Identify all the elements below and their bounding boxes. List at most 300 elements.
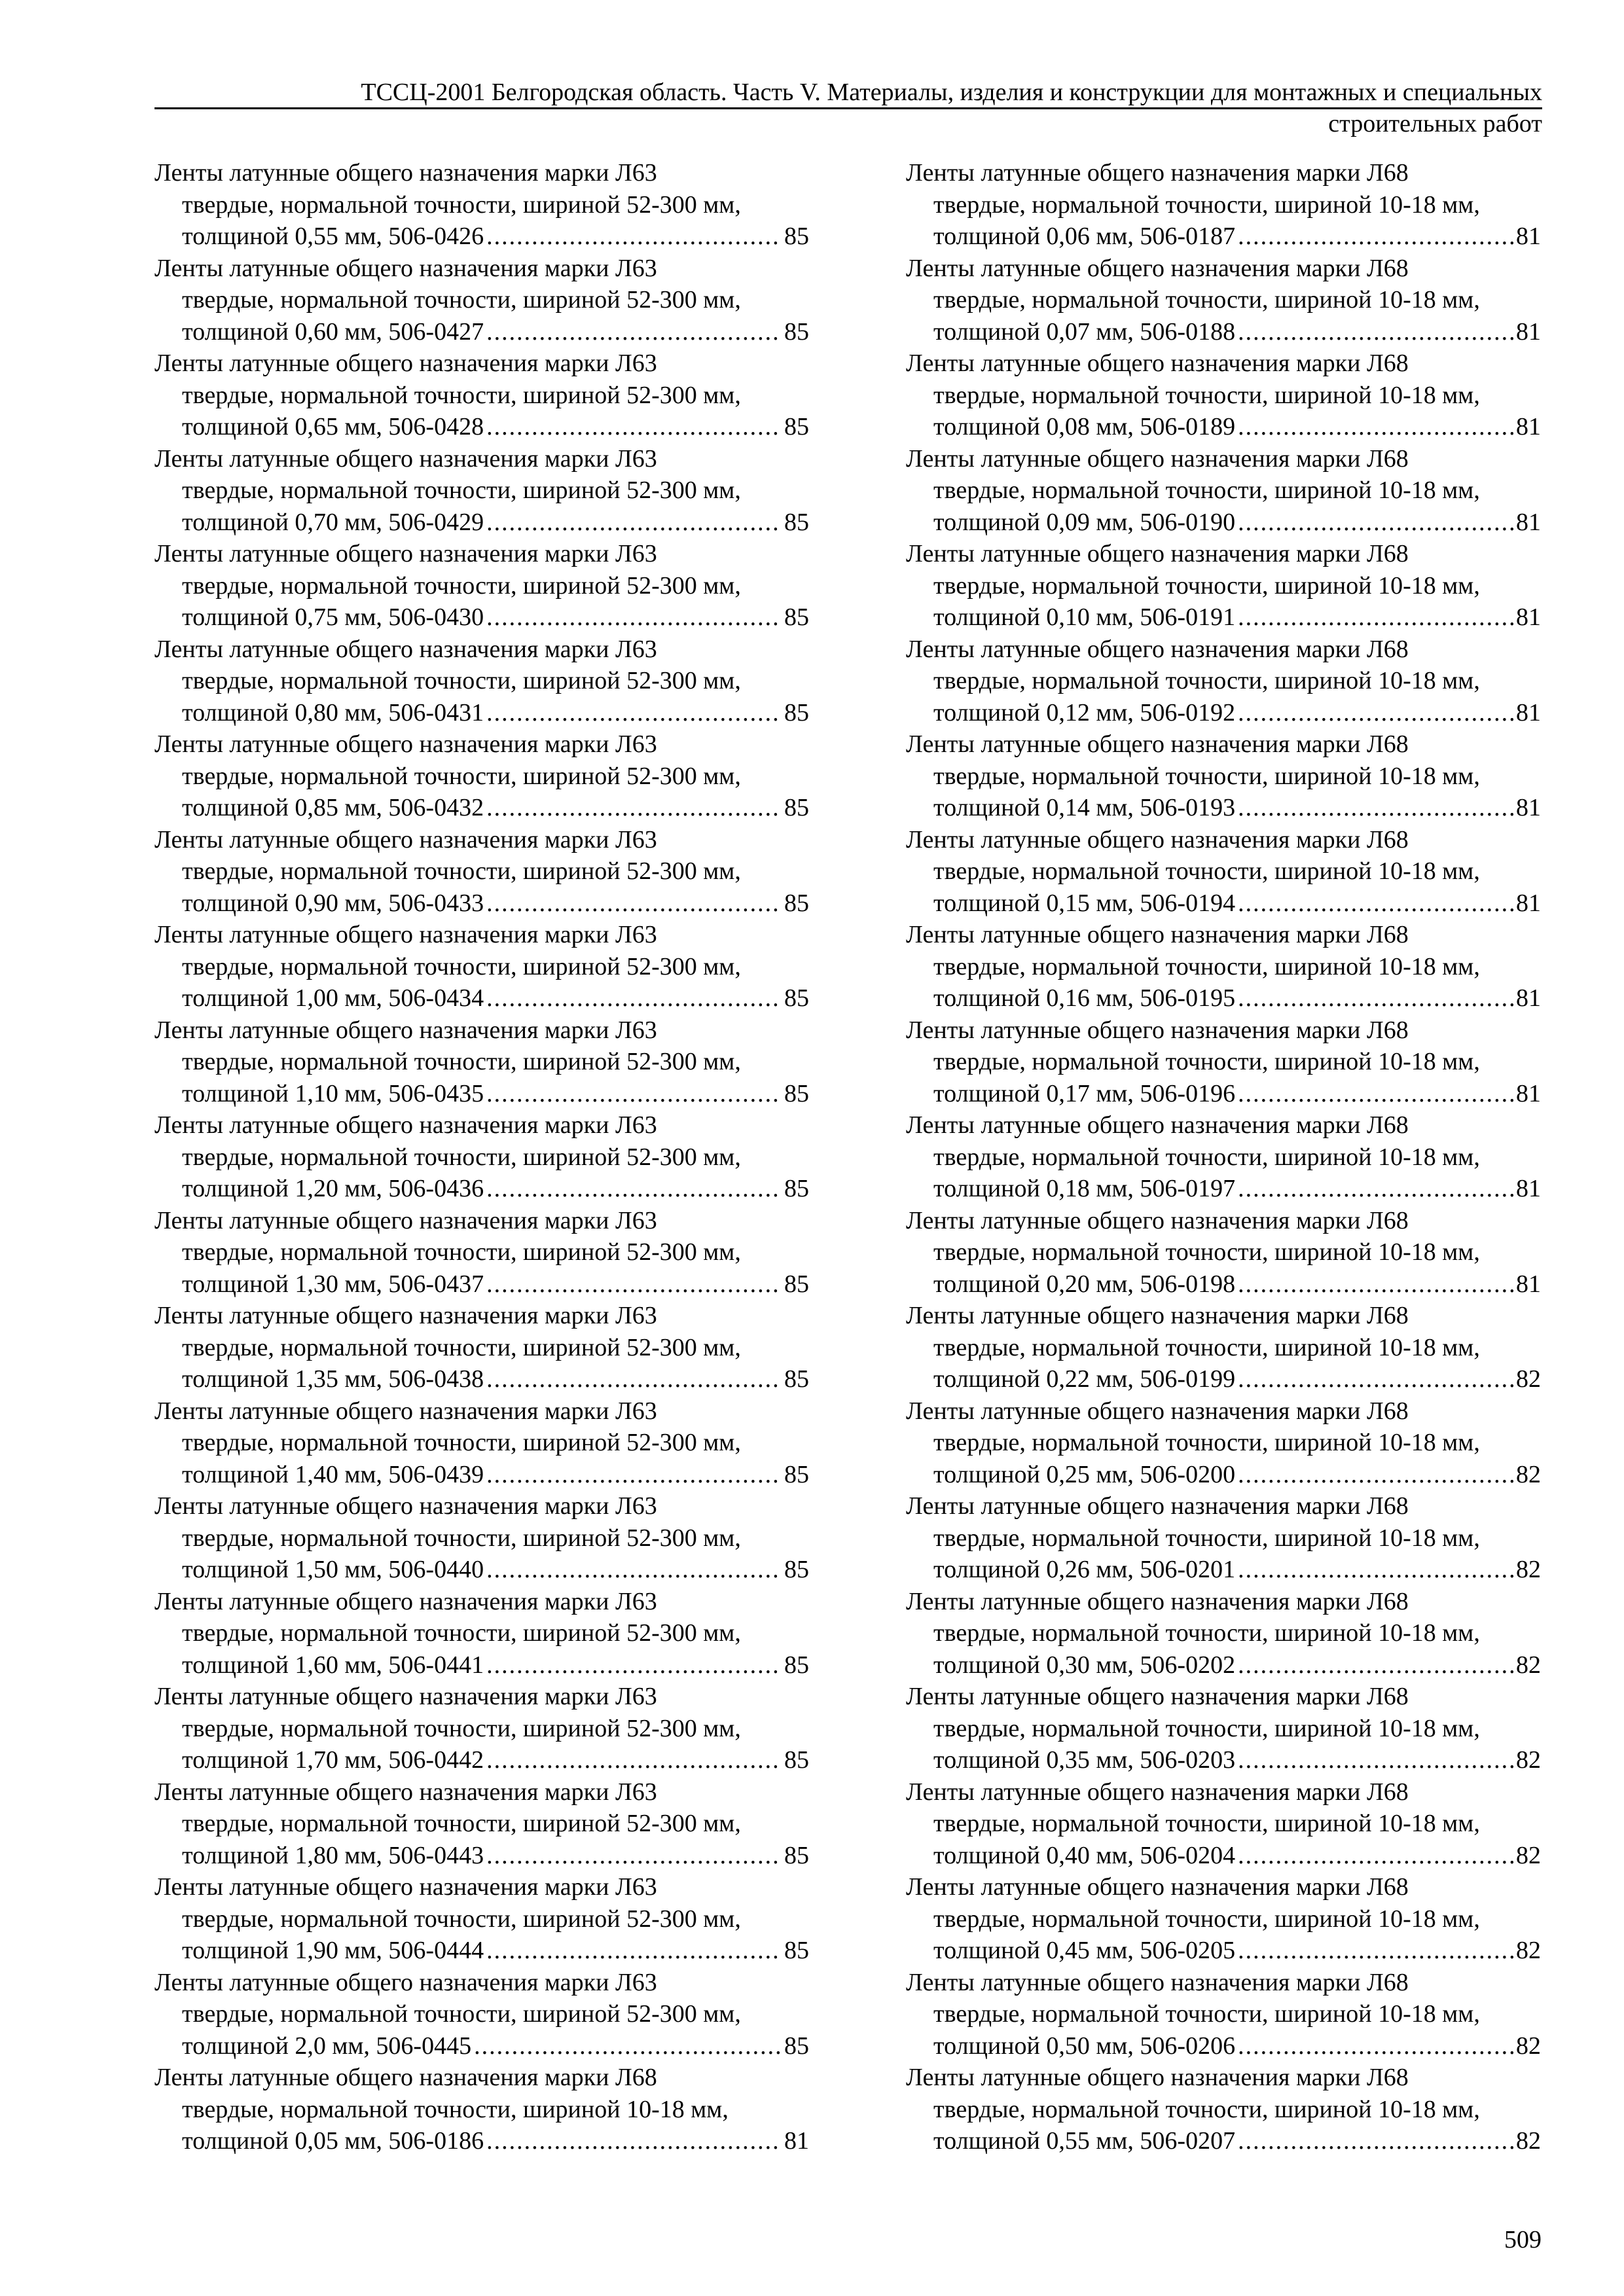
entry-title: Ленты латунные общего назначения марки Л68	[906, 1778, 1409, 1806]
dot-leader	[486, 1173, 782, 1205]
dot-leader	[1238, 1268, 1513, 1300]
dot-leader	[1238, 411, 1513, 443]
entry-spec: твердые, нормальной точности, шириной 10-18 мм,	[933, 2095, 1480, 2123]
entry-spec: твердые, нормальной точности, шириной 52-300 мм,	[182, 1333, 741, 1361]
entry-spec: твердые, нормальной точности, шириной 52-300 мм,	[182, 1238, 741, 1266]
entry-code-line	[906, 507, 1541, 539]
index-entry	[906, 728, 1541, 824]
dot-leader	[486, 411, 782, 443]
entry-spec: твердые, нормальной точности, шириной 52-300 мм,	[182, 1619, 741, 1647]
entry-spec: твердые, нормальной точности, шириной 10-18 мм,	[933, 762, 1480, 790]
entry-thickness-code: толщиной 0,20 мм, 506-0198	[933, 1270, 1236, 1298]
entry-code-line	[154, 697, 809, 729]
entry-code-line	[906, 982, 1541, 1014]
entry-title: Ленты латунные общего назначения марки Л68	[906, 1873, 1409, 1901]
dot-leader	[1238, 1363, 1513, 1395]
entry-thickness-code: толщиной 1,30 мм, 506-0437	[182, 1270, 484, 1298]
entry-thickness-code: толщиной 0,22 мм, 506-0199	[933, 1365, 1236, 1393]
entry-page-ref: 82	[1516, 2127, 1541, 2155]
entry-code-line	[154, 2030, 809, 2062]
entry-thickness-code: толщиной 0,17 мм, 506-0196	[933, 1079, 1236, 1107]
entry-thickness-code: толщиной 1,50 мм, 506-0440	[182, 1556, 484, 1583]
dot-leader	[486, 1363, 782, 1395]
entry-spec: твердые, нормальной точности, шириной 10-18 мм,	[933, 2000, 1480, 2028]
entry-page-ref: 85	[784, 1460, 809, 1488]
entry-spec: твердые, нормальной точности, шириной 52-300 мм,	[182, 1143, 741, 1171]
index-entry	[906, 1681, 1541, 1776]
entry-code-line	[154, 888, 809, 920]
entry-title: Ленты латунные общего назначения марки Л68	[906, 159, 1409, 187]
entry-spec: твердые, нормальной точности, шириной 10-18 мм,	[933, 190, 1480, 219]
entry-page-ref: 85	[784, 1365, 809, 1393]
dot-leader	[486, 507, 782, 539]
entry-title: Ленты латунные общего назначения марки Л63	[154, 1302, 657, 1329]
dot-leader	[1238, 1744, 1513, 1776]
entry-title: Ленты латунные общего назначения марки Л63	[154, 1683, 657, 1710]
entry-thickness-code: толщиной 1,60 мм, 506-0441	[182, 1651, 484, 1679]
entry-code-line	[154, 1649, 809, 1681]
index-entry	[906, 443, 1541, 539]
dot-leader	[486, 1840, 782, 1872]
entry-spec: твердые, нормальной точности, шириной 10-18 мм,	[933, 1429, 1480, 1456]
header-title-continuation: строительных работ	[1328, 110, 1542, 137]
dot-leader	[486, 1935, 782, 1967]
entry-page-ref: 81	[1516, 794, 1541, 821]
entry-title: Ленты латунные общего назначения марки Л63	[154, 1587, 657, 1615]
entry-code-line	[154, 1554, 809, 1586]
entry-code-line	[906, 1744, 1541, 1776]
entry-page-ref: 82	[1516, 1556, 1541, 1583]
entry-code-line	[154, 316, 809, 348]
entry-title: Ленты латунные общего назначения марки Л68	[906, 825, 1409, 853]
dot-leader	[486, 1078, 782, 1110]
entry-page-ref: 81	[1516, 984, 1541, 1012]
entry-thickness-code: толщиной 0,80 мм, 506-0431	[182, 698, 484, 726]
entry-spec: твердые, нормальной точности, шириной 52-300 мм,	[182, 952, 741, 980]
entry-spec: твердые, нормальной точности, шириной 10-18 мм,	[933, 381, 1480, 409]
entry-thickness-code: толщиной 0,18 мм, 506-0197	[933, 1175, 1236, 1202]
entry-page-ref: 85	[784, 1556, 809, 1583]
index-entry	[154, 1205, 809, 1300]
entry-thickness-code: толщиной 0,55 мм, 506-0207	[933, 2127, 1236, 2155]
dot-leader	[1238, 1935, 1513, 1967]
entry-code-line	[154, 2125, 809, 2157]
entry-page-ref: 81	[1516, 603, 1541, 631]
entry-thickness-code: толщиной 0,85 мм, 506-0432	[182, 794, 484, 821]
dot-leader	[486, 601, 782, 634]
index-entry	[906, 634, 1541, 729]
entry-code-line	[154, 1268, 809, 1300]
entry-code-line	[154, 982, 809, 1014]
entry-spec: твердые, нормальной точности, шириной 52-300 мм,	[182, 1429, 741, 1456]
entry-page-ref: 82	[1516, 2032, 1541, 2060]
dot-leader	[486, 221, 782, 253]
index-entry	[154, 1490, 809, 1586]
dot-leader	[486, 888, 782, 920]
entry-page-ref: 85	[784, 698, 809, 726]
dot-leader	[1238, 1459, 1513, 1491]
dot-leader	[1238, 697, 1513, 729]
entry-page-ref: 85	[784, 984, 809, 1012]
index-entry	[154, 538, 809, 634]
entry-thickness-code: толщиной 0,25 мм, 506-0200	[933, 1460, 1236, 1488]
index-entry	[906, 1205, 1541, 1300]
index-entry	[154, 1014, 809, 1110]
entry-title: Ленты латунные общего назначения марки Л63	[154, 1397, 657, 1425]
entry-code-line	[154, 1078, 809, 1110]
index-entry	[154, 2062, 809, 2157]
page-number: 509	[1504, 2226, 1542, 2253]
dot-leader	[486, 1554, 782, 1586]
entry-thickness-code: толщиной 0,90 мм, 506-0433	[182, 889, 484, 917]
index-entry	[154, 728, 809, 824]
entry-title: Ленты латунные общего назначения марки Л68	[906, 1206, 1409, 1234]
dot-leader	[1238, 1078, 1513, 1110]
index-entry	[906, 824, 1541, 920]
entry-page-ref: 85	[784, 794, 809, 821]
index-column-left	[154, 157, 809, 2157]
dot-leader	[1238, 1649, 1513, 1681]
entry-page-ref: 85	[784, 1079, 809, 1107]
entry-code-line	[154, 1459, 809, 1491]
entry-title: Ленты латунные общего назначения марки Л68	[906, 1016, 1409, 1044]
dot-leader	[1238, 2125, 1513, 2157]
index-entry	[906, 2062, 1541, 2157]
index-entry	[154, 634, 809, 729]
index-entry	[154, 1395, 809, 1491]
entry-code-line	[906, 316, 1541, 348]
entry-thickness-code: толщиной 0,08 мм, 506-0189	[933, 413, 1236, 440]
entry-title: Ленты латунные общего назначения марки Л68	[906, 635, 1409, 663]
entry-spec: твердые, нормальной точности, шириной 52-300 мм,	[182, 190, 741, 219]
entry-page-ref: 85	[784, 603, 809, 631]
entry-spec: твердые, нормальной точности, шириной 52-300 мм,	[182, 1810, 741, 1837]
index-entry	[154, 443, 809, 539]
entry-code-line	[154, 601, 809, 634]
entry-spec: твердые, нормальной точности, шириной 52-300 мм,	[182, 857, 741, 885]
entry-page-ref: 81	[1516, 1079, 1541, 1107]
index-entry	[154, 1776, 809, 1872]
entry-title: Ленты латунные общего назначения марки Л68	[906, 921, 1409, 948]
entry-title: Ленты латунные общего назначения марки Л68	[154, 2064, 657, 2091]
dot-leader	[486, 1459, 782, 1491]
entry-code-line	[906, 1268, 1541, 1300]
entry-code-line	[906, 1840, 1541, 1872]
entry-page-ref: 82	[1516, 1651, 1541, 1679]
entry-spec: твердые, нормальной точности, шириной 10-18 мм,	[933, 1905, 1480, 1933]
dot-leader	[1238, 316, 1513, 348]
entry-spec: твердые, нормальной точности, шириной 10-18 мм,	[933, 1810, 1480, 1837]
index-entry	[154, 157, 809, 253]
entry-thickness-code: толщиной 0,10 мм, 506-0191	[933, 603, 1236, 631]
index-entry	[154, 348, 809, 443]
entry-title: Ленты латунные общего назначения марки Л68	[906, 730, 1409, 758]
dot-leader	[1238, 1554, 1513, 1586]
index-column-right	[906, 157, 1541, 2157]
index-entry	[154, 1967, 809, 2062]
entry-spec: твердые, нормальной точности, шириной 10-18 мм,	[933, 571, 1480, 600]
entry-page-ref: 85	[784, 413, 809, 440]
entry-page-ref: 82	[1516, 1937, 1541, 1964]
entry-code-line	[906, 1078, 1541, 1110]
entry-title: Ленты латунные общего назначения марки Л63	[154, 159, 657, 187]
entry-title: Ленты латунные общего назначения марки Л68	[906, 1397, 1409, 1425]
entry-spec: твердые, нормальной точности, шириной 10-18 мм,	[182, 2095, 729, 2123]
entry-code-line	[154, 1744, 809, 1776]
entry-thickness-code: толщиной 1,35 мм, 506-0438	[182, 1365, 484, 1393]
entry-thickness-code: толщиной 0,15 мм, 506-0194	[933, 889, 1236, 917]
entry-spec: твердые, нормальной точности, шириной 10-18 мм,	[933, 1714, 1480, 1742]
entry-code-line	[154, 1935, 809, 1967]
entry-thickness-code: толщиной 0,12 мм, 506-0192	[933, 698, 1236, 726]
entry-page-ref: 81	[1516, 508, 1541, 536]
index-entry	[154, 919, 809, 1014]
index-entry	[906, 157, 1541, 253]
entry-thickness-code: толщиной 1,90 мм, 506-0444	[182, 1937, 484, 1964]
entry-thickness-code: толщиной 0,65 мм, 506-0428	[182, 413, 484, 440]
entry-title: Ленты латунные общего назначения марки Л63	[154, 730, 657, 758]
entry-spec: твердые, нормальной точности, шириной 10-18 мм,	[933, 1238, 1480, 1266]
entry-thickness-code: толщиной 0,55 мм, 506-0426	[182, 223, 484, 250]
entry-spec: твердые, нормальной точности, шириной 52-300 мм,	[182, 381, 741, 409]
entry-thickness-code: толщиной 1,00 мм, 506-0434	[182, 984, 484, 1012]
entry-page-ref: 81	[1516, 889, 1541, 917]
entry-spec: твердые, нормальной точности, шириной 10-18 мм,	[933, 476, 1480, 504]
entry-spec: твердые, нормальной точности, шириной 52-300 мм,	[182, 286, 741, 314]
entry-thickness-code: толщиной 0,06 мм, 506-0187	[933, 223, 1236, 250]
index-entry	[154, 253, 809, 348]
entry-title: Ленты латунные общего назначения марки Л63	[154, 1206, 657, 1234]
entry-page-ref: 85	[784, 1841, 809, 1869]
entry-title: Ленты латунные общего назначения марки Л68	[906, 1587, 1409, 1615]
entry-spec: твердые, нормальной точности, шириной 10-18 мм,	[933, 857, 1480, 885]
entry-spec: твердые, нормальной точности, шириной 10-18 мм,	[933, 1619, 1480, 1647]
dot-leader	[486, 316, 782, 348]
entry-thickness-code: толщиной 1,20 мм, 506-0436	[182, 1175, 484, 1202]
entry-title: Ленты латунные общего назначения марки Л63	[154, 444, 657, 473]
entry-code-line	[906, 1363, 1541, 1395]
entry-title: Ленты латунные общего назначения марки Л63	[154, 1016, 657, 1044]
dot-leader	[1238, 601, 1513, 634]
dot-leader	[1238, 507, 1513, 539]
entry-page-ref: 85	[784, 223, 809, 250]
entry-code-line	[906, 888, 1541, 920]
entry-spec: твердые, нормальной точности, шириной 52-300 мм,	[182, 571, 741, 600]
index-entry	[154, 1871, 809, 1967]
entry-page-ref: 82	[1516, 1841, 1541, 1869]
entry-page-ref: 85	[784, 317, 809, 346]
entry-code-line	[906, 601, 1541, 634]
dot-leader	[1238, 982, 1513, 1014]
entry-title: Ленты латунные общего назначения марки Л68	[906, 540, 1409, 567]
entry-title: Ленты латунные общего назначения марки Л68	[906, 1968, 1409, 1996]
entry-page-ref: 85	[784, 1651, 809, 1679]
index-entry	[906, 1871, 1541, 1967]
header-title: ТССЦ-2001 Белгородская область. Часть V. Материалы, изделия и конструкции для монтажных и специальных	[361, 79, 1542, 106]
entry-page-ref: 81	[1516, 223, 1541, 250]
entry-page-ref: 81	[784, 2127, 809, 2155]
entry-page-ref: 85	[784, 1746, 809, 1774]
index-entry	[906, 348, 1541, 443]
entry-code-line	[906, 221, 1541, 253]
entry-spec: твердые, нормальной точности, шириной 52-300 мм,	[182, 762, 741, 790]
entry-page-ref: 85	[784, 1175, 809, 1202]
entry-title: Ленты латунные общего назначения марки Л63	[154, 1778, 657, 1806]
entry-code-line	[154, 411, 809, 443]
entry-title: Ленты латунные общего назначения марки Л63	[154, 254, 657, 282]
entry-title: Ленты латунные общего назначения марки Л63	[154, 635, 657, 663]
entry-page-ref: 82	[1516, 1746, 1541, 1774]
index-entry	[906, 1967, 1541, 2062]
entry-code-line	[906, 1173, 1541, 1205]
entry-code-line	[154, 507, 809, 539]
index-entry	[906, 253, 1541, 348]
entry-page-ref: 81	[1516, 1270, 1541, 1298]
entry-title: Ленты латунные общего назначения марки Л68	[906, 2064, 1409, 2091]
dot-leader	[486, 1744, 782, 1776]
entry-page-ref: 85	[784, 508, 809, 536]
dot-leader	[486, 1268, 782, 1300]
entry-spec: твердые, нормальной точности, шириной 10-18 мм,	[933, 1048, 1480, 1075]
index-entry	[906, 1014, 1541, 1110]
entry-thickness-code: толщиной 1,70 мм, 506-0442	[182, 1746, 484, 1774]
index-entry	[906, 1776, 1541, 1872]
entry-thickness-code: толщиной 0,45 мм, 506-0205	[933, 1937, 1236, 1964]
dot-leader	[1238, 792, 1513, 824]
entry-spec: твердые, нормальной точности, шириной 10-18 мм,	[933, 1143, 1480, 1171]
entry-page-ref: 82	[1516, 1365, 1541, 1393]
entry-thickness-code: толщиной 0,16 мм, 506-0195	[933, 984, 1236, 1012]
entry-thickness-code: толщиной 0,50 мм, 506-0206	[933, 2032, 1236, 2060]
entry-page-ref: 81	[1516, 413, 1541, 440]
entry-title: Ленты латунные общего назначения марки Л68	[906, 1683, 1409, 1710]
entry-title: Ленты латунные общего назначения марки Л63	[154, 1968, 657, 1996]
entry-code-line	[154, 1840, 809, 1872]
dot-leader	[486, 792, 782, 824]
entry-spec: твердые, нормальной точности, шириной 52-300 мм,	[182, 1524, 741, 1552]
dot-leader	[486, 1649, 782, 1681]
entry-spec: твердые, нормальной точности, шириной 52-300 мм,	[182, 476, 741, 504]
dot-leader	[1238, 1173, 1513, 1205]
index-entry	[154, 1300, 809, 1395]
entry-title: Ленты латунные общего назначения марки Л68	[906, 1302, 1409, 1329]
index-entry	[154, 1109, 809, 1205]
entry-thickness-code: толщиной 0,26 мм, 506-0201	[933, 1556, 1236, 1583]
entry-thickness-code: толщиной 0,75 мм, 506-0430	[182, 603, 484, 631]
entry-thickness-code: толщиной 0,30 мм, 506-0202	[933, 1651, 1236, 1679]
entry-thickness-code: толщиной 0,35 мм, 506-0203	[933, 1746, 1236, 1774]
entry-page-ref: 85	[784, 2032, 809, 2060]
index-entry	[154, 824, 809, 920]
dot-leader	[1238, 888, 1513, 920]
dot-leader	[486, 982, 782, 1014]
entry-page-ref: 81	[1516, 1175, 1541, 1202]
entry-title: Ленты латунные общего назначения марки Л68	[906, 254, 1409, 282]
entry-title: Ленты латунные общего назначения марки Л63	[154, 540, 657, 567]
entry-title: Ленты латунные общего назначения марки Л63	[154, 350, 657, 377]
entry-thickness-code: толщиной 0,07 мм, 506-0188	[933, 317, 1236, 346]
entry-spec: твердые, нормальной точности, шириной 52-300 мм,	[182, 667, 741, 694]
running-header	[154, 77, 1542, 137]
entry-spec: твердые, нормальной точности, шириной 10-18 мм,	[933, 667, 1480, 694]
entry-spec: твердые, нормальной точности, шириной 10-18 мм,	[933, 952, 1480, 980]
entry-code-line	[906, 697, 1541, 729]
entry-page-ref: 85	[784, 1937, 809, 1964]
index-entry	[154, 1586, 809, 1681]
index-entry	[906, 538, 1541, 634]
entry-title: Ленты латунные общего назначения марки Л68	[906, 350, 1409, 377]
entry-code-line	[154, 792, 809, 824]
entry-title: Ленты латунные общего назначения марки Л63	[154, 921, 657, 948]
entry-page-ref: 81	[1516, 317, 1541, 346]
entry-page-ref: 85	[784, 1270, 809, 1298]
index-entry	[906, 1586, 1541, 1681]
index-entry	[906, 1109, 1541, 1205]
entry-spec: твердые, нормальной точности, шириной 52-300 мм,	[182, 1905, 741, 1933]
entry-spec: твердые, нормальной точности, шириной 52-300 мм,	[182, 1048, 741, 1075]
dot-leader	[1238, 2030, 1513, 2062]
entry-code-line	[906, 411, 1541, 443]
entry-code-line	[906, 1554, 1541, 1586]
dot-leader	[1238, 1840, 1513, 1872]
entry-thickness-code: толщиной 1,80 мм, 506-0443	[182, 1841, 484, 1869]
index-entry	[906, 919, 1541, 1014]
entry-page-ref: 81	[1516, 698, 1541, 726]
entry-title: Ленты латунные общего назначения марки Л68	[906, 444, 1409, 473]
entry-thickness-code: толщиной 0,05 мм, 506-0186	[182, 2127, 484, 2155]
entry-spec: твердые, нормальной точности, шириной 10-18 мм,	[933, 1333, 1480, 1361]
entry-code-line	[154, 1363, 809, 1395]
entry-spec: твердые, нормальной точности, шириной 10-18 мм,	[933, 1524, 1480, 1552]
dot-leader	[486, 2125, 782, 2157]
dot-leader	[474, 2030, 782, 2062]
entry-thickness-code: толщиной 0,60 мм, 506-0427	[182, 317, 484, 346]
index-entry	[906, 1395, 1541, 1491]
entry-title: Ленты латунные общего назначения марки Л63	[154, 1111, 657, 1139]
index-entry	[154, 1681, 809, 1776]
entry-title: Ленты латунные общего назначения марки Л63	[154, 1492, 657, 1520]
entry-thickness-code: толщиной 2,0 мм, 506-0445	[182, 2032, 472, 2060]
entry-thickness-code: толщиной 0,70 мм, 506-0429	[182, 508, 484, 536]
entry-code-line	[906, 792, 1541, 824]
entry-title: Ленты латунные общего назначения марки Л63	[154, 825, 657, 853]
entry-title: Ленты латунные общего назначения марки Л68	[906, 1111, 1409, 1139]
entry-spec: твердые, нормальной точности, шириной 10-18 мм,	[933, 286, 1480, 314]
entry-spec: твердые, нормальной точности, шириной 52-300 мм,	[182, 2000, 741, 2028]
entry-code-line	[906, 1649, 1541, 1681]
dot-leader	[486, 697, 782, 729]
entry-code-line	[906, 1459, 1541, 1491]
entry-page-ref: 85	[784, 889, 809, 917]
entry-code-line	[154, 221, 809, 253]
entry-code-line	[154, 1173, 809, 1205]
dot-leader	[1238, 221, 1513, 253]
entry-thickness-code: толщиной 0,14 мм, 506-0193	[933, 794, 1236, 821]
entry-code-line	[906, 2030, 1541, 2062]
entry-title: Ленты латунные общего назначения марки Л68	[906, 1492, 1409, 1520]
entry-spec: твердые, нормальной точности, шириной 52-300 мм,	[182, 1714, 741, 1742]
entry-thickness-code: толщиной 0,09 мм, 506-0190	[933, 508, 1236, 536]
entry-thickness-code: толщиной 1,10 мм, 506-0435	[182, 1079, 484, 1107]
entry-thickness-code: толщиной 0,40 мм, 506-0204	[933, 1841, 1236, 1869]
entry-title: Ленты латунные общего назначения марки Л63	[154, 1873, 657, 1901]
entry-code-line	[906, 2125, 1541, 2157]
entry-page-ref: 82	[1516, 1460, 1541, 1488]
index-entry	[906, 1490, 1541, 1586]
index-entry	[906, 1300, 1541, 1395]
entry-code-line	[906, 1935, 1541, 1967]
entry-thickness-code: толщиной 1,40 мм, 506-0439	[182, 1460, 484, 1488]
